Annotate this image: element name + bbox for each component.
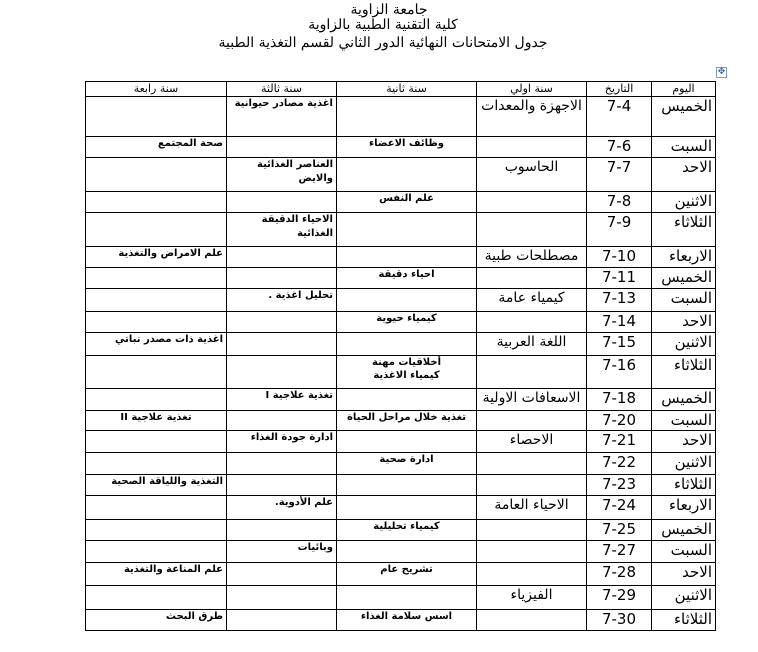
year4-cell bbox=[86, 158, 227, 192]
day-cell: الاثنين bbox=[652, 333, 716, 356]
year3-cell bbox=[227, 586, 337, 610]
year1-cell bbox=[477, 475, 587, 496]
year1-cell bbox=[477, 192, 587, 213]
move-arrows-icon[interactable]: ✥ bbox=[717, 67, 726, 77]
year1-cell: الحاسوب bbox=[477, 158, 587, 192]
day-cell: الخميس bbox=[652, 389, 716, 411]
date-cell: 7-29 bbox=[587, 586, 652, 610]
year2-cell bbox=[337, 389, 477, 411]
year2-cell: أخلاقيات مهنة كيمياء الاغذية bbox=[337, 356, 477, 389]
year4-cell: صحة المجتمع bbox=[86, 137, 227, 158]
year1-cell: الاحياء العامة bbox=[477, 496, 587, 520]
date-cell: 7-14 bbox=[587, 312, 652, 333]
day-cell: الاثنين bbox=[652, 586, 716, 610]
table-row bbox=[86, 268, 716, 289]
table-row bbox=[86, 312, 716, 333]
year3-cell bbox=[227, 268, 337, 289]
table-row bbox=[86, 158, 716, 192]
year1-cell: الاحصاء bbox=[477, 431, 587, 453]
day-cell: الثلاثاء bbox=[652, 610, 716, 631]
year4-cell: التغذية واللياقة الصحية bbox=[86, 475, 227, 496]
year2-cell bbox=[337, 431, 477, 453]
year4-cell: تغذية علاجية II bbox=[86, 411, 227, 431]
year1-cell: الاسعافات الاولية bbox=[477, 389, 587, 411]
year4-cell bbox=[86, 312, 227, 333]
year3-cell bbox=[227, 475, 337, 496]
year1-cell bbox=[477, 541, 587, 563]
year1-cell bbox=[477, 563, 587, 586]
year4-cell bbox=[86, 496, 227, 520]
day-cell: السبت bbox=[652, 289, 716, 312]
year2-cell bbox=[337, 97, 477, 137]
date-cell: 7-15 bbox=[587, 333, 652, 356]
year2-cell bbox=[337, 333, 477, 356]
year1-cell bbox=[477, 356, 587, 389]
year4-cell bbox=[86, 431, 227, 453]
schedule-title: جدول الامتحانات النهائية الدور الثاني لقسم التغذية الطبية bbox=[218, 35, 548, 51]
year4-cell: علم الامراض والتغذية bbox=[86, 247, 227, 268]
date-cell: 7-20 bbox=[587, 411, 652, 431]
year3-cell: وبائيات bbox=[227, 541, 337, 563]
year2-cell bbox=[337, 158, 477, 192]
day-cell: الخميس bbox=[652, 97, 716, 137]
year2-cell bbox=[337, 541, 477, 563]
year4-cell bbox=[86, 586, 227, 610]
table-row bbox=[86, 356, 716, 389]
day-cell: الثلاثاء bbox=[652, 356, 716, 389]
year3-cell bbox=[227, 563, 337, 586]
year3-cell bbox=[227, 192, 337, 213]
year4-cell: علم المناعة والتغذية bbox=[86, 563, 227, 586]
year3-cell bbox=[227, 411, 337, 431]
date-cell: 7-7 bbox=[587, 158, 652, 192]
year1-cell bbox=[477, 610, 587, 631]
year2-cell: علم النفس bbox=[337, 192, 477, 213]
table-row bbox=[86, 475, 716, 496]
year2-cell bbox=[337, 213, 477, 247]
year2-cell: تغذية خلال مراحل الحياة bbox=[337, 411, 477, 431]
exam-schedule-table bbox=[85, 81, 716, 631]
year4-cell bbox=[86, 541, 227, 563]
column-header-date: التاريخ bbox=[587, 82, 652, 97]
year2-cell bbox=[337, 247, 477, 268]
day-cell: الاربعاء bbox=[652, 247, 716, 268]
table-row bbox=[86, 496, 716, 520]
date-cell: 7-23 bbox=[587, 475, 652, 496]
day-cell: الاثنين bbox=[652, 192, 716, 213]
year3-cell bbox=[227, 356, 337, 389]
year3-cell: اغذية مصادر حيوانية bbox=[227, 97, 337, 137]
year1-cell: كيمياء عامة bbox=[477, 289, 587, 312]
year4-cell bbox=[86, 453, 227, 475]
college-title: كلية التقنية الطبية بالزاوية bbox=[308, 17, 458, 33]
year3-cell bbox=[227, 247, 337, 268]
date-cell: 7-28 bbox=[587, 563, 652, 586]
table-row bbox=[86, 563, 716, 586]
table-row bbox=[86, 541, 716, 563]
year3-cell bbox=[227, 610, 337, 631]
table-row bbox=[86, 213, 716, 247]
day-cell: الثلاثاء bbox=[652, 213, 716, 247]
year3-cell: تحليل اغذية . bbox=[227, 289, 337, 312]
year3-cell bbox=[227, 312, 337, 333]
header-row bbox=[86, 82, 716, 97]
year4-cell bbox=[86, 389, 227, 411]
year4-cell bbox=[86, 520, 227, 541]
date-cell: 7-18 bbox=[587, 389, 652, 411]
year4-cell bbox=[86, 192, 227, 213]
year4-cell bbox=[86, 213, 227, 247]
year2-cell: وظائف الاعضاء bbox=[337, 137, 477, 158]
column-header-year3: سنة ثالثة bbox=[227, 82, 337, 97]
day-cell: السبت bbox=[652, 137, 716, 158]
year4-cell bbox=[86, 268, 227, 289]
year4-cell bbox=[86, 97, 227, 137]
table-row bbox=[86, 389, 716, 411]
year2-cell: تشريح عام bbox=[337, 563, 477, 586]
year1-cell bbox=[477, 453, 587, 475]
year3-cell: ادارة جودة الغذاء bbox=[227, 431, 337, 453]
day-cell: الاثنين bbox=[652, 453, 716, 475]
year3-cell: الاحياء الدقيقة الغذائية bbox=[227, 213, 337, 247]
day-cell: الاحد bbox=[652, 431, 716, 453]
day-cell: السبت bbox=[652, 411, 716, 431]
year3-cell bbox=[227, 333, 337, 356]
year4-cell bbox=[86, 356, 227, 389]
year3-cell bbox=[227, 453, 337, 475]
day-cell: الاربعاء bbox=[652, 496, 716, 520]
date-cell: 7-4 bbox=[587, 97, 652, 137]
year2-cell bbox=[337, 586, 477, 610]
year4-cell: طرق البحث bbox=[86, 610, 227, 631]
year1-cell: الاجهزة والمعدات bbox=[477, 97, 587, 137]
date-cell: 7-27 bbox=[587, 541, 652, 563]
table-row bbox=[86, 453, 716, 475]
year1-cell bbox=[477, 411, 587, 431]
year3-cell: تغذية علاجية I bbox=[227, 389, 337, 411]
day-cell: الاحد bbox=[652, 563, 716, 586]
year1-cell: مصطلحات طبية bbox=[477, 247, 587, 268]
date-cell: 7-25 bbox=[587, 520, 652, 541]
table-row bbox=[86, 586, 716, 610]
date-cell: 7-16 bbox=[587, 356, 652, 389]
table-row bbox=[86, 137, 716, 158]
column-header-year4: سنة رابعة bbox=[86, 82, 227, 97]
table-row bbox=[86, 431, 716, 453]
table-row bbox=[86, 610, 716, 631]
year4-cell bbox=[86, 289, 227, 312]
date-cell: 7-9 bbox=[587, 213, 652, 247]
year1-cell bbox=[477, 137, 587, 158]
year2-cell bbox=[337, 475, 477, 496]
date-cell: 7-22 bbox=[587, 453, 652, 475]
university-title: جامعة الزاوية bbox=[350, 2, 428, 18]
year2-cell: اسس سلامة الغذاء bbox=[337, 610, 477, 631]
date-cell: 7-10 bbox=[587, 247, 652, 268]
year3-cell bbox=[227, 520, 337, 541]
year1-cell: الفيزياء bbox=[477, 586, 587, 610]
column-header-year2: سنة ثانية bbox=[337, 82, 477, 97]
year2-cell: احياء دقيقة bbox=[337, 268, 477, 289]
day-cell: الثلاثاء bbox=[652, 475, 716, 496]
year4-cell: اغذية ذات مصدر نباتي bbox=[86, 333, 227, 356]
year2-cell bbox=[337, 289, 477, 312]
date-cell: 7-13 bbox=[587, 289, 652, 312]
table-row bbox=[86, 192, 716, 213]
year3-cell: علم الأدوية. bbox=[227, 496, 337, 520]
date-cell: 7-6 bbox=[587, 137, 652, 158]
year3-cell bbox=[227, 137, 337, 158]
table-row bbox=[86, 247, 716, 268]
year1-cell bbox=[477, 268, 587, 289]
year1-cell bbox=[477, 520, 587, 541]
date-cell: 7-11 bbox=[587, 268, 652, 289]
table-row bbox=[86, 520, 716, 541]
day-cell: الخميس bbox=[652, 520, 716, 541]
year2-cell: كيمياء حيوية bbox=[337, 312, 477, 333]
table-row bbox=[86, 333, 716, 356]
year1-cell: اللغة العربية bbox=[477, 333, 587, 356]
table-row bbox=[86, 289, 716, 312]
day-cell: الاحد bbox=[652, 312, 716, 333]
year3-cell: العناصر الغذائية والايض bbox=[227, 158, 337, 192]
table-row bbox=[86, 97, 716, 137]
year2-cell: كيمياء تحليلية bbox=[337, 520, 477, 541]
column-header-day: اليوم bbox=[652, 82, 716, 97]
day-cell: السبت bbox=[652, 541, 716, 563]
year2-cell bbox=[337, 496, 477, 520]
date-cell: 7-30 bbox=[587, 610, 652, 631]
day-cell: الخميس bbox=[652, 268, 716, 289]
day-cell: الاحد bbox=[652, 158, 716, 192]
year2-cell: ادارة صحية bbox=[337, 453, 477, 475]
table-row bbox=[86, 411, 716, 431]
column-header-year1: سنة اولي bbox=[477, 82, 587, 97]
year1-cell bbox=[477, 213, 587, 247]
year1-cell bbox=[477, 312, 587, 333]
date-cell: 7-8 bbox=[587, 192, 652, 213]
date-cell: 7-24 bbox=[587, 496, 652, 520]
date-cell: 7-21 bbox=[587, 431, 652, 453]
